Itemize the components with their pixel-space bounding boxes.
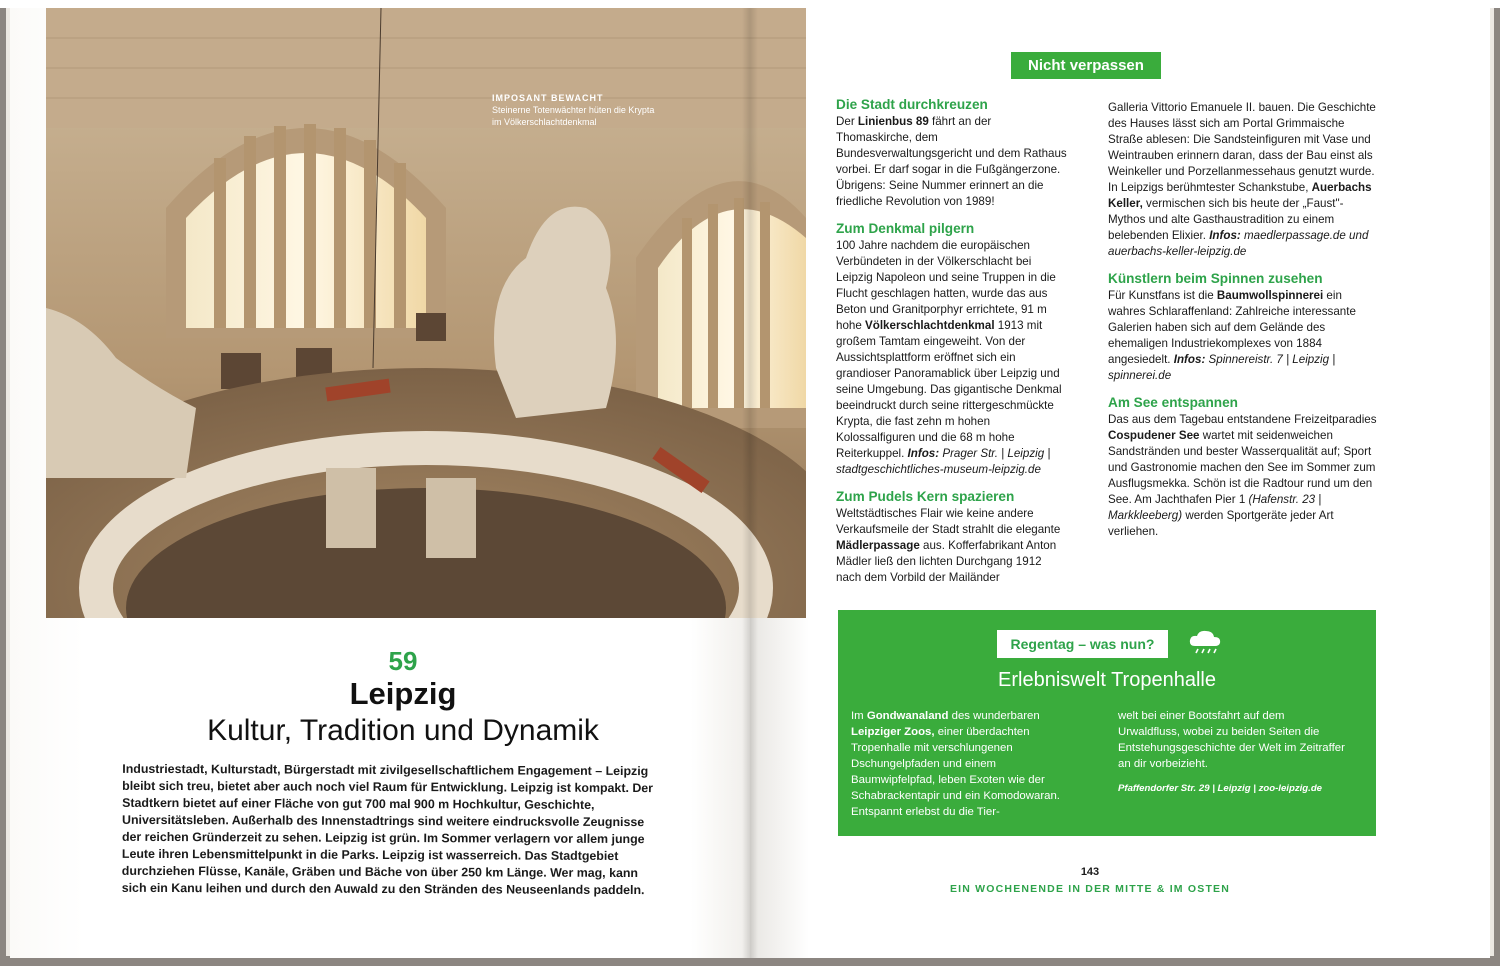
- section-text: Für Kunstfans ist die Baumwollspinnerei ein wahres Schlaraffenland: Zahlreiche interessante Galerien haben sich auf dem Gelände des ehemaligen Industriekomplexes von 1884 angesiedelt. Infos: Spinnereistr. 7 | Leipzig | spinnerei.de: [1108, 289, 1356, 382]
- rain-cloud-icon: [1187, 628, 1223, 658]
- section-text: Weltstädtisches Flair wie keine andere Verkaufsmeile der Stadt strahlt die elegante Mädlerpassage aus. Kofferfabrikant Anton Mädler ließ den lichten Durchgang 1912 nach dem Vorbild der Mailänder: [836, 507, 1061, 584]
- rainy-day-text: Im Gondwanaland des wunderbaren Leipziger Zoos, einer überdachten Tropenhalle mit verschlungenen Dschungelpfaden und einem Baumwipfelpfad, leben Exoten wie der Schabrackentapir und ein Komodowaran. Entspannt erlebst du die Tier-: [851, 710, 1060, 818]
- entry-subtitle: Kultur, Tradition und Dynamik: [207, 714, 599, 747]
- section-text: Galleria Vittorio Emanuele II. bauen. Die Geschichte des Hauses lässt sich am Portal Grimmaische Straße ablesen: Die Sandsteinfiguren mit Vase und Weintrauben erinnern daran, dass der Bau einst als Weinkeller und Porzellanmessehaus genutzt wurde. In Leipzigs berühmtester Schankstube, Auerbachs Keller, vermischen sich bis heute der „Faust"-Mythos und alte Gasthaustradition zu einem belebenden Elixier. Infos: maedlerpassage.de und auerbachs-keller-leipzig.de: [1108, 101, 1376, 258]
- chapter-footer: EIN WOCHENENDE IN DER MITTE & IM OSTEN: [949, 883, 1231, 895]
- rainy-day-box: [838, 610, 1376, 836]
- caption-text: Steinerne Totenwächter hüten die Krypta im Völkerschlachtdenkmal: [492, 105, 655, 127]
- rainy-day-label: Regentag – was nun?: [997, 630, 1168, 658]
- entry-number: 59: [388, 646, 418, 676]
- rainy-day-info: Pfaffendorfer Str. 29 | Leipzig | zoo-leipzig.de: [1118, 783, 1323, 794]
- rainy-day-title: Erlebniswelt Tropenhalle: [998, 669, 1216, 691]
- photo-caption: [492, 92, 657, 128]
- book-gutter: [742, 8, 758, 958]
- page-number: 143: [1080, 866, 1100, 878]
- entry-title: Leipzig: [349, 676, 457, 711]
- column-right: [1108, 100, 1380, 540]
- section-text: Der Linienbus 89 fährt an der Thomaskirche, dem Bundesverwaltungsgericht und dem Rathaus vorbei. Er darf sogar in die Fußgängerzone. Übrigens: Seine Nummer erinnert an die friedliche Revolution von 1989!: [836, 115, 1067, 208]
- section-heading: Künstlern beim Spinnen zusehen: [1108, 271, 1323, 286]
- rainy-day-text-continued: welt bei einer Bootsfahrt auf dem Urwaldfluss, wobei zu beiden Seiten die Entstehungsgeschichte der Welt im Zeitraffer an dir vorbeizieht. Pfaffendorfer Str. 29 | Leipzig | zoo-leipzig.de: [1118, 708, 1348, 795]
- caption-heading: IMPOSANT BEWACHT: [492, 93, 604, 103]
- section-text: 100 Jahre nachdem die europäischen Verbündeten in der Völkerschlacht bei Leipzig Napoleon und seine Truppen in die Flucht geschlagen hatten, wurde das aus Beton und Granitporphyr errichtete, 91 m hohe Völkerschlachtdenkmal 1913 mit großem Tamtam eingeweiht. Von der Aussichtsplattform eröffnet sich ein grandioser Panoramablick über Leipzig und seine Umgebung. Das gigantische Denkmal beeindruckt durch seine rittergeschmückte Krypta, die fast zehn m hohen Kolossalfiguren und die 68 m hohe Reiterkuppel. Infos: Prager Str. | Leipzig | stadtgeschichtliches-museum-leipzig.de: [836, 239, 1062, 476]
- column-left: [836, 96, 1068, 586]
- must-see-tag: Nicht verpassen: [1011, 52, 1161, 79]
- section-heading: Am See entspannen: [1108, 395, 1238, 410]
- section-heading: Die Stadt durchkreuzen: [836, 97, 988, 112]
- monument-photo: [46, 8, 806, 618]
- section-heading: Zum Pudels Kern spazieren: [836, 489, 1015, 504]
- intro-paragraph: Industriestadt, Kulturstadt, Bürgerstadt mit zivilgesellschaftlichem Engagement – Leipzig bleibt sich treu, bietet aber auch noch viel Raum für Entwicklung. Leipzig ist kompakt. Der Stadtkern bietet auf einer Fläche von gut 700 mal 900 m Hochkultur, Geschichte, Universitätsleben. Außerhalb des Innenstadtrings sind weitere eindrucksvolle Zeugnisse der reichen Gründerzeit zu sehen. Leipzig ist grün. Im Sommer verlagern vor allem junge Leute ihren Lebensmittelpunkt in die Parks. Leipzig ist wasserreich. Das Stadtgebiet durchziehen Flüsse, Kanäle, Gräben und Bäche von über 250 km Länge. Wer mag, kann sich ein Kanu leihen und durch den Auwald zu den Stränden des Neuseenlands paddeln.: [121, 761, 654, 898]
- section-text: Das aus dem Tagebau entstandene Freizeitparadies Cospudener See wartet mit seidenweichen Sandstränden und bester Wasserqualität auf; Sport und Gastronomie machen den See im Sommer zum Ausflugsmekka. Schön ist die Radtour rund um den See. Am Jachthafen Pier 1 (Hafenstr. 23 | Markkleeberg) werden Sportgeräte jeder Art verliehen.: [1108, 413, 1377, 538]
- section-heading: Zum Denkmal pilgern: [836, 221, 975, 236]
